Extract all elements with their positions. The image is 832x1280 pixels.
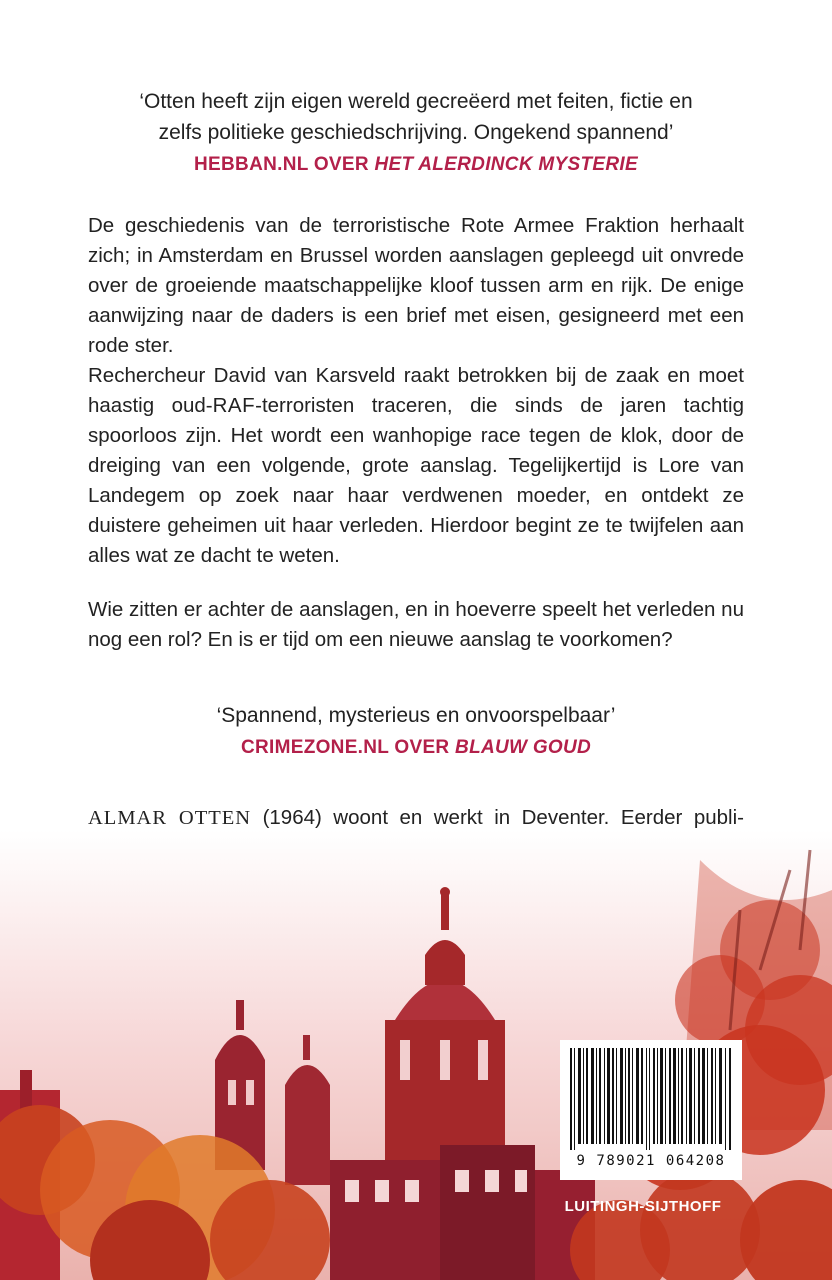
review-quote-1 [60,86,772,182]
blurb-paragraph-1: De geschiedenis van de terroristische Rote Armee Fraktion herhaalt zich; in Amsterdam en Brussel worden aanslagen gepleegd uit onvrede over de groeiende maatschappelijke kloof tussen arm en rijk. De enige aanwijzing naar de daders is een brief met eisen, gesigneerd met een rode ster. [88,214,744,357]
quote-2-source: CRIMEZONE.NL OVER [240,737,456,758]
blurb-paragraph-3: Wie zitten er achter de aanslagen, en in hoeverre speelt het verleden nu nog een rol? En is er tijd om een nieuwe aanslag te voorkomen? [88,598,744,651]
author-name: ALMAR OTTEN [88,807,252,829]
review-quote-2 [60,700,772,765]
blurb-paragraph-2 [88,361,744,571]
quote-1-book-title: HET ALERDINCK MYSTERIE [374,154,638,175]
quote-2-book-title: BLAUW GOUD [455,737,592,758]
quote-1-line-1: ‘Otten heeft zijn eigen wereld gecreëerd met feiten, fictie en [139,90,693,113]
blurb-p2-start: Rechercheur David van Karsveld raakt betrokken bij de zaak en moet haastig oud- [88,364,744,417]
quote-2-line-1: ‘Spannend, mysterieus en onvoorspelbaar’ [216,704,616,727]
quote-2-attribution [60,731,772,765]
isbn-barcode [560,1040,742,1180]
quote-1-source: HEBBAN.NL OVER [194,154,375,175]
blurb-p2-end: -terroristen traceren, die sinds de jaren tachtig spoorloos zijn. Het wordt een wanhopige race tegen de klok, door de dreiging van een volgende, grote aanslag. Tegelijkertijd is Lore van Landegem op zoek naar haar verdwenen moeder, en ontdekt ze duistere geheimen uit haar verleden. Hierdoor begint ze te twijfelen aan alles wat ze dacht te weten. [88,394,744,567]
bio-text-1: (1964) woont en werkt in Deventer. Eerder publi [262,806,744,829]
quote-1-line-2: zelfs politieke geschiedschrijving. Ongekend spannend’ [158,121,674,144]
blurb-p2-raf: RAF [212,394,256,417]
blurb-question [88,595,744,655]
isbn-number: 9 789021 064208 [576,1153,726,1169]
publisher-logo: LUITINGH-SIJTHOFF [564,1198,722,1215]
barcode-bars [568,1048,734,1150]
quote-1-attribution [60,148,772,182]
blurb [88,211,744,571]
